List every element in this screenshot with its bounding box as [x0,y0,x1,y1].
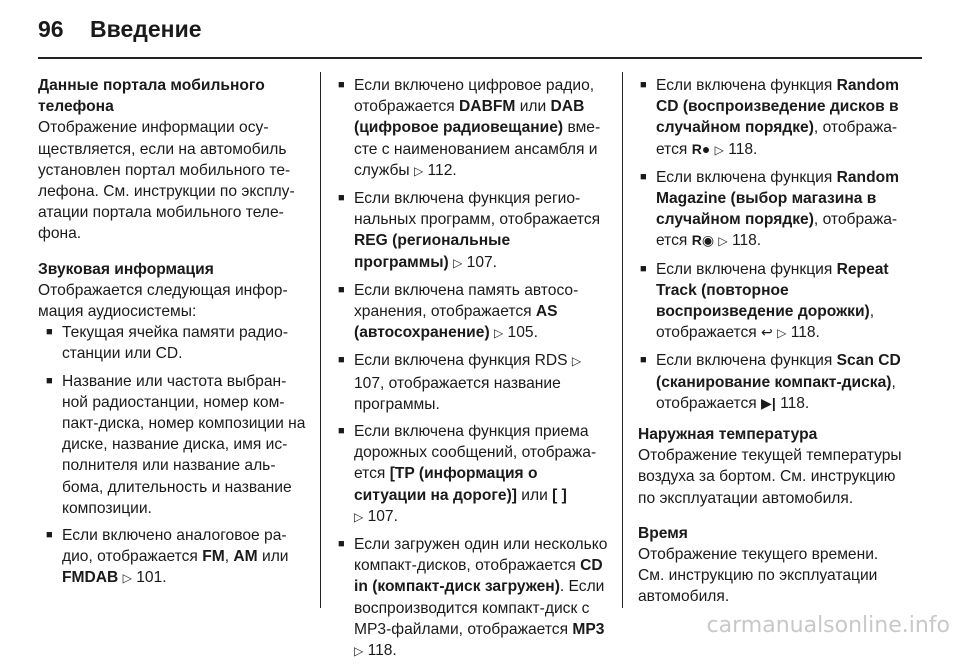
list-item-text: , отображается [656,211,898,250]
list-item-text: Если загружен один или несколько компакт-дисков, отображается [354,536,608,575]
section-title: Звуковая информация [38,260,214,278]
arrow-right-icon: ▷ [777,326,787,341]
bold-term: FM [202,548,225,566]
page-title: Введение [90,16,202,42]
column-divider-2 [622,72,623,608]
bold-term: DABFM [459,98,516,116]
random-cd-icon: R● [691,140,711,157]
bold-term: REG (региональные программы) [354,232,511,271]
bold-term: AS (автосохранение) [354,303,558,342]
section-title: Данные портала мобильного телефона [38,77,265,116]
bullet-list [44,322,306,589]
bold-term: DAB (цифровое радиовещание) [354,98,585,137]
list-item-text: Если включена функция [656,77,837,94]
list-item [336,421,608,528]
page-ref: 118. [786,324,820,342]
column-1 [38,75,306,604]
list-item-text: Если включена функция региональных программ, отображается [354,190,601,229]
list-item-text: Если включено аналоговое радио, отображается [62,527,287,566]
watermark: carmanualsonline.info [706,613,950,638]
list-item [638,75,906,161]
page-ref: 118. [363,642,397,660]
section-audio-info [38,259,306,590]
bullet-list [336,75,608,662]
list-item-text: , отображается [656,119,898,158]
section-phone-portal [38,75,306,245]
list-item [638,259,906,345]
header-rule [38,57,922,59]
list-item [336,188,608,274]
list-item-text: Название или частота выбранной радиостанции, номер компакт-диска, номер композиции на диске, название диска, имя исполнителя или название альбома, длительность и название композиции. [62,372,306,517]
list-item-text: или [257,548,289,566]
list-item-text: Если включена функция приема дорожных сообщений, отображается [354,423,597,483]
bold-term: Random CD (воспроизведение дисков в случайном порядке) [656,77,899,137]
section-title: Время [638,524,688,542]
list-item [336,280,608,345]
bold-term: CD in (компакт-диск загружен) [354,557,603,596]
column-divider-1 [320,72,321,608]
bold-term: MP3 [572,620,605,638]
bold-term: AM [233,548,258,566]
section-body: Отображение текущего времени. См. инструкцию по эксплуатации автомобиля. [638,546,879,606]
arrow-right-icon: ▷ [122,571,132,586]
page-ref: 105. [503,324,538,342]
page-ref: 107. [462,253,498,271]
list-item-text: или [515,98,551,116]
list-item-text: Если включена функция [656,352,837,370]
page-ref: 118. [775,394,810,412]
list-item-text: вместе с наименованием ансамбля и службы [354,119,601,179]
list-item-text: . Если воспроизводится компакт-диск с MP3-файлами, отображается [354,578,605,638]
page-ref: 118. [727,232,762,250]
list-item-text: Если включена память автосохранения, отображается [354,281,579,321]
page-ref: 112. [423,161,457,179]
list-item-text: , отображается [656,303,875,342]
random-magazine-icon: R◉ [691,232,715,249]
page-ref: 118. [723,140,758,158]
section-title: Наружная температура [638,426,818,444]
list-item [638,350,906,414]
bold-term: FMDAB [62,569,119,587]
arrow-right-icon: ▷ [354,644,364,659]
arrow-right-icon: ▷ [571,354,582,369]
page-number: 96 [38,16,64,42]
arrow-right-icon: ▷ [413,163,424,178]
arrow-right-icon: ▷ [453,255,463,270]
section-body: Отображается следующая информация аудиосистемы: [38,281,288,321]
page-header [38,16,202,56]
list-item [44,322,306,364]
arrow-right-icon: ▷ [718,234,728,249]
list-item [336,75,608,182]
arrow-right-icon: ▷ [714,142,724,157]
list-item-text: 107, отображается название программы. [354,374,561,413]
list-item [44,371,306,519]
list-item-text: , отображается [656,373,896,412]
section-time [638,523,906,608]
section-body: Отображение информации осуществляется, если на автомобиль установлен портал мобильного телефона. См. инструкции по эксплуатации портала мобильного телефона. [38,119,295,243]
bold-term: Repeat Track (повторное воспроизведение дорожки) [656,260,889,321]
list-item [44,525,306,590]
list-item [336,350,608,415]
column-2 [336,75,608,668]
list-item-text: Если включена функция [656,168,837,186]
repeat-icon: ↩ [761,324,773,341]
list-item-text: Если включена функция [656,260,837,278]
scan-icon: ▶| [761,394,776,411]
arrow-right-icon: ▷ [354,509,364,524]
arrow-right-icon: ▷ [493,326,504,341]
bullet-list [638,75,906,414]
bold-term: [TP (информация о ситуации на дороге)] [354,465,538,504]
page-ref: 101. [131,569,167,587]
column-3 [638,75,906,622]
list-item [638,167,906,253]
page-ref: 107. [363,507,398,525]
list-item-text: Если включена функция RDS [354,352,572,370]
section-body: Отображение текущей температуры воздуха за бортом. См. инструкцию по эксплуатации автомобиля. [638,447,902,507]
list-item-text: или [516,486,553,504]
bold-term: [ ] [552,486,567,504]
list-item [336,534,608,662]
bold-term: Scan CD (сканирование компакт-диска) [656,352,901,391]
list-item-text: , [224,548,234,566]
list-item-text: Если включено цифровое радио, отображается [354,77,595,116]
bold-term: Random Magazine (выбор магазина в случайном порядке) [656,168,899,229]
list-item-text: Текущая ячейка памяти радиостанции или CD. [62,324,289,363]
section-outside-temp [638,424,906,509]
